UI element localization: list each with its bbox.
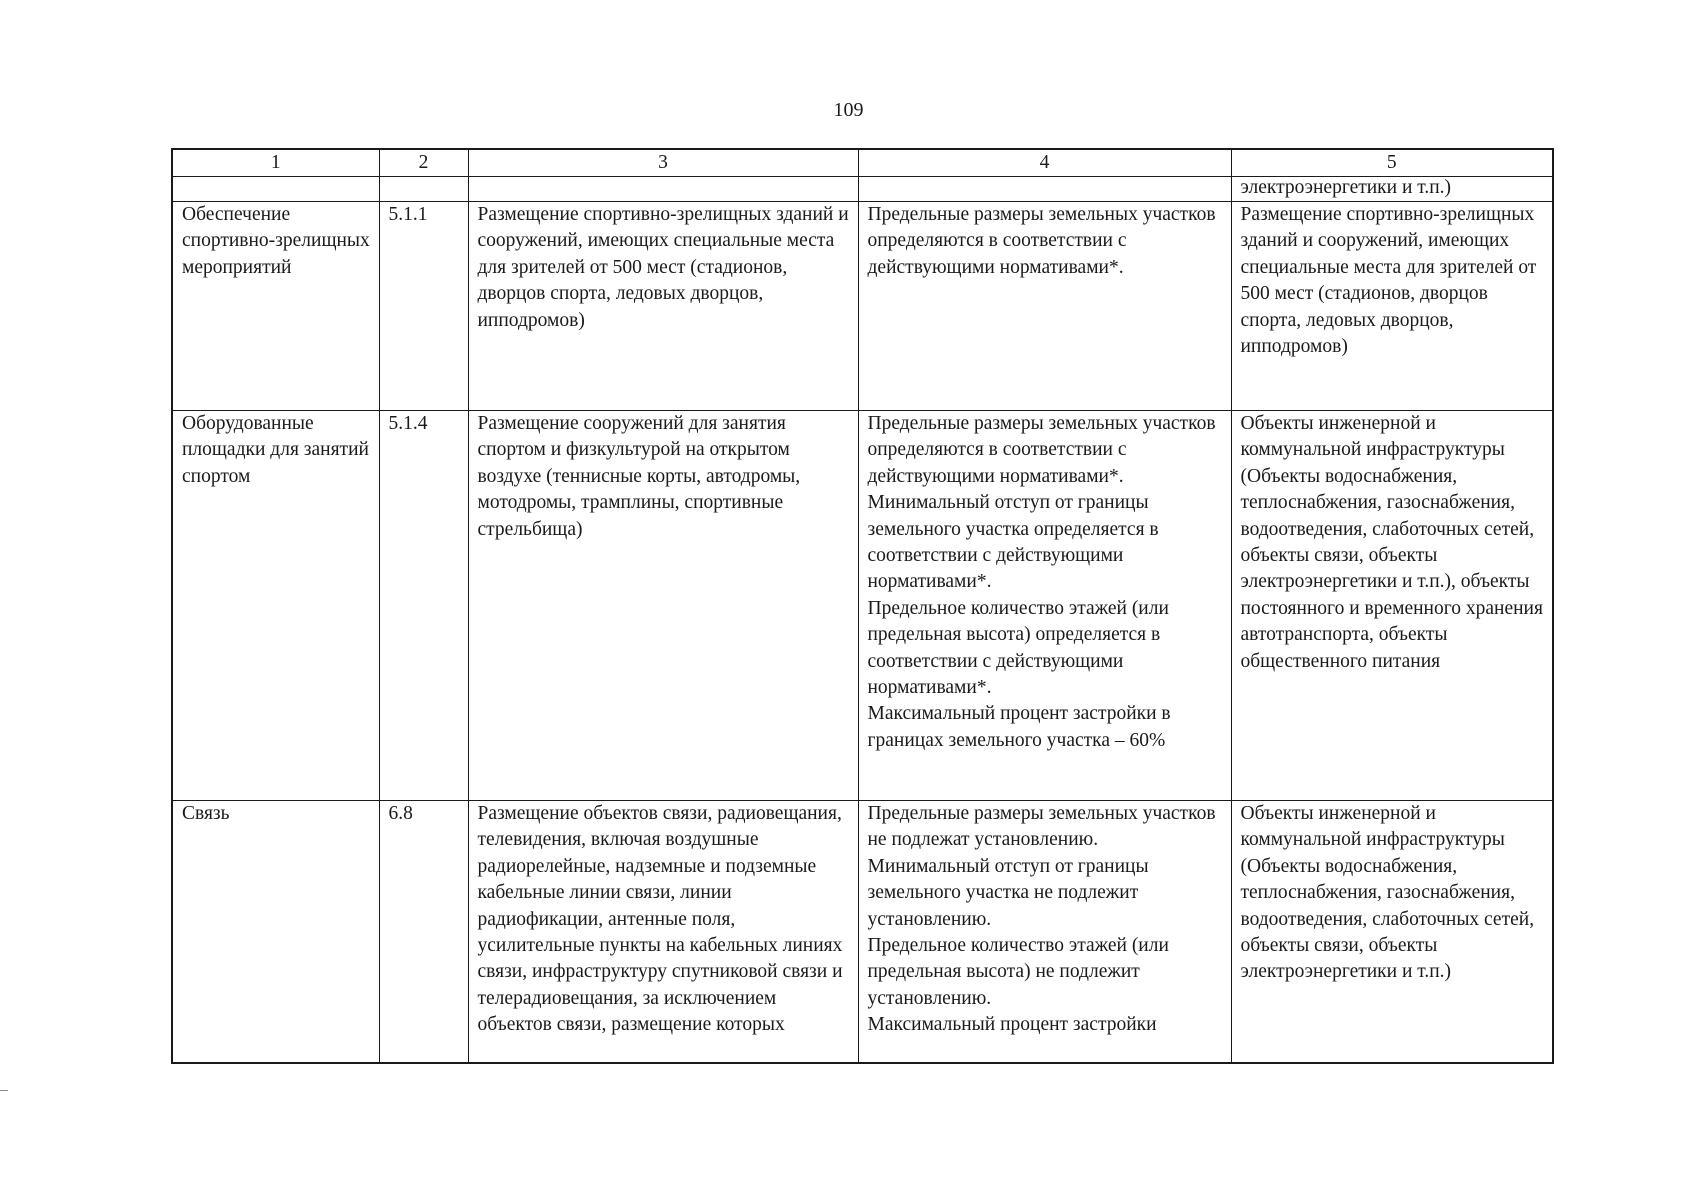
table-row (172, 801, 1553, 1064)
auxiliary-use-cell: Размещение спортивно-зрелищных зданий и сооружений, имеющих специальные места для зрителей от 500 мест (стадионов, дворцов спорта, ледовых дворцов, ипподромов) (1231, 202, 1553, 411)
parameter-line: Предельные размеры земельных участков не подлежат установлению. (867, 803, 1216, 851)
margin-mark (0, 1090, 8, 1091)
use-code-cell: 5.1.4 (379, 411, 468, 801)
auxiliary-use-cell: Объекты инженерной и коммунальной инфраструктуры (Объекты водоснабжения, теплоснабжения, газоснабжения, водоотведения, слаботочных сетей, объекты связи, объекты электроэнергетики и т.п.), объекты постоянного и временного хранения автотранспорта, объекты общественного питания (1231, 411, 1553, 801)
table-row (172, 411, 1553, 801)
cell-empty (172, 177, 379, 202)
parameters-cell (858, 801, 1231, 1064)
header-cell-2: 2 (379, 149, 468, 177)
continuation-text: электроэнергетики и т.п.) (1231, 177, 1553, 202)
use-code-cell: 6.8 (379, 801, 468, 1064)
header-cell-3: 3 (468, 149, 858, 177)
table-row (172, 202, 1553, 411)
header-cell-1: 1 (172, 149, 379, 177)
cell-empty (468, 177, 858, 202)
use-description-cell: Размещение сооружений для занятия спортом и физкультурой на открытом воздухе (теннисные корты, автодромы, мотодромы, трамплины, спортивные стрельбища) (468, 411, 858, 801)
parameter-line: Предельные размеры земельных участков определяются в соответствии с действующими нормативами*. (867, 413, 1216, 487)
parameter-line: Предельное количество этажей (или предельная высота) определяется в соответствии с действующими нормативами*. (867, 597, 1169, 699)
continuation-row (172, 177, 1553, 202)
page-number: 109 (833, 99, 864, 121)
parameter-line: Предельные размеры земельных участков определяются в соответствии с действующими нормативами*. (867, 204, 1216, 278)
parameters-cell (858, 411, 1231, 801)
parameters-cell (858, 202, 1231, 411)
use-name-cell: Обеспечение спортивно-зрелищных мероприятий (172, 202, 379, 411)
parameter-line: Минимальный отступ от границы земельного участка не подлежит установлению. (867, 855, 1149, 930)
use-name-cell: Связь (172, 801, 379, 1064)
use-code-cell: 5.1.1 (379, 202, 468, 411)
use-description-cell: Размещение объектов связи, радиовещания, телевидения, включая воздушные радиорелейные, надземные и подземные кабельные линии связи, линии радиофикации, антенные поля, усилительные пункты на кабельных линиях связи, инфраструктуру спутниковой связи и телерадиовещания, за исключением объектов связи, размещение которых (468, 801, 858, 1064)
zoning-table (171, 148, 1554, 1064)
auxiliary-use-cell: Объекты инженерной и коммунальной инфраструктуры (Объекты водоснабжения, теплоснабжения, газоснабжения, водоотведения, слаботочных сетей, объекты связи, объекты электроэнергетики и т.п.) (1231, 801, 1553, 1064)
cell-empty (858, 177, 1231, 202)
header-row (172, 149, 1553, 177)
use-description-cell: Размещение спортивно-зрелищных зданий и сооружений, имеющих специальные места для зрителей от 500 мест (стадионов, дворцов спорта, ледовых дворцов, ипподромов) (468, 202, 858, 411)
cell-empty (379, 177, 468, 202)
parameter-line: Минимальный отступ от границы земельного участка определяется в соответствии с действующими нормативами*. (867, 492, 1159, 593)
header-cell-4: 4 (858, 149, 1231, 177)
parameter-line: Предельное количество этажей (или предельная высота) не подлежит установлению. (867, 935, 1169, 1009)
parameter-line: Максимальный процент застройки в границах земельного участка – 60% (867, 703, 1171, 751)
use-name-cell: Оборудованные площадки для занятий спортом (172, 411, 379, 801)
parameter-line: Максимальный процент застройки (867, 1014, 1157, 1036)
header-cell-5: 5 (1231, 149, 1553, 177)
